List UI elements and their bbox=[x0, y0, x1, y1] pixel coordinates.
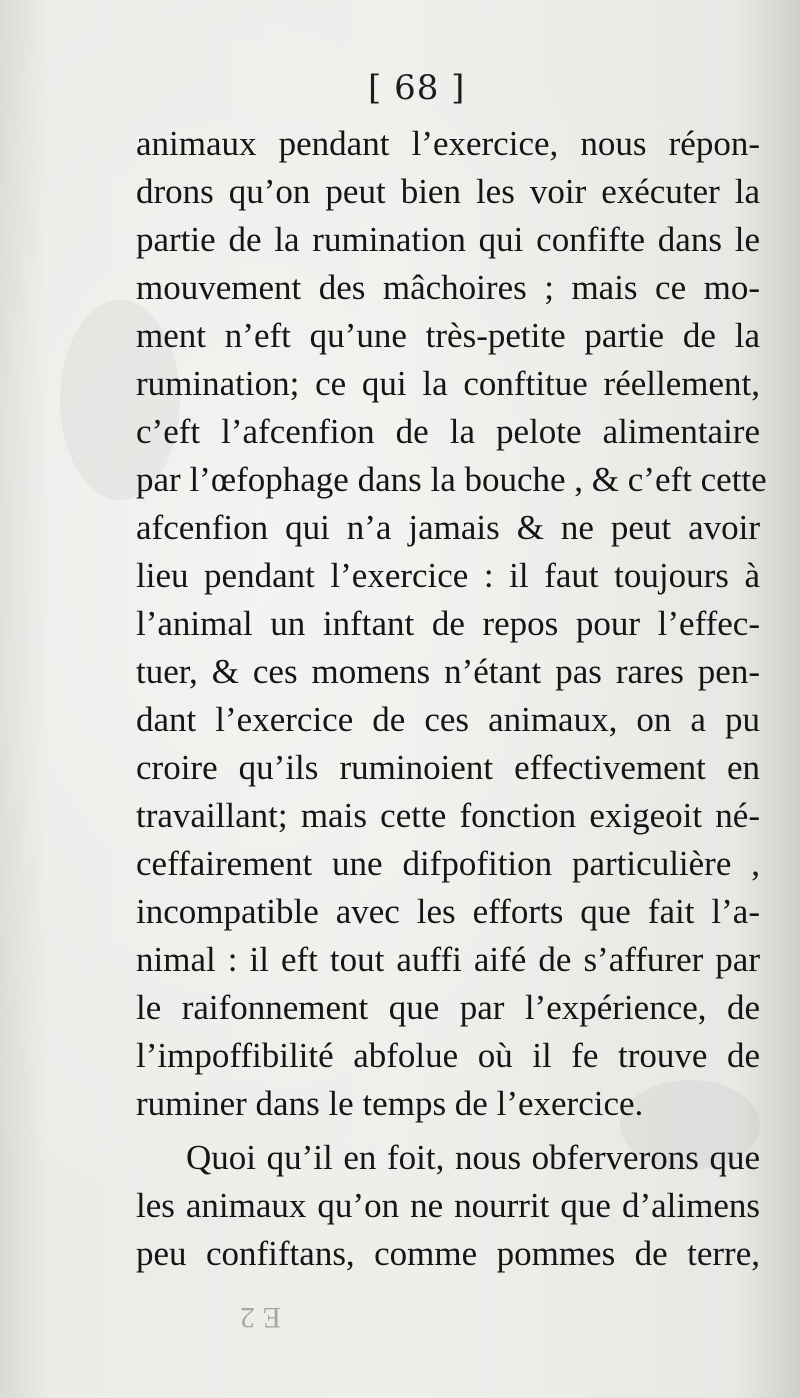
text-line: nimal : il eft tout auffi aifé de s’affurer par bbox=[136, 940, 760, 979]
text-line: partie de la rumination qui confifte dans le bbox=[136, 220, 760, 259]
text-line: ceffairement une difpofition particulière , bbox=[136, 844, 760, 883]
text-line: ment n’eft qu’une très-petite partie de la bbox=[136, 316, 760, 355]
text-line: afcenfion qui n’a jamais & ne peut avoir bbox=[136, 508, 760, 547]
signature-mark: E 2 bbox=[240, 1301, 281, 1334]
text-line: lieu pendant l’exercice : il faut toujours à bbox=[136, 556, 760, 595]
text-line: Quoi qu’il en foit, nous obferverons que bbox=[186, 1138, 760, 1177]
text-line: ruminer dans le temps de l’exercice. bbox=[136, 1084, 644, 1123]
text-line: c’eft l’afcenfion de la pelote alimentaire bbox=[136, 412, 760, 451]
text-line: dant l’exercice de ces animaux, on a pu bbox=[136, 700, 760, 739]
text-line: l’animal un inftant de repos pour l’effec- bbox=[136, 604, 760, 643]
text-line: les animaux qu’on ne nourrit que d’alimens bbox=[136, 1186, 760, 1225]
text-line: drons qu’on peut bien les voir exécuter la bbox=[136, 172, 760, 211]
text-line: travaillant; mais cette fonction exigeoit né- bbox=[136, 796, 760, 835]
page-number: [ 68 ] bbox=[368, 68, 466, 108]
text-line: peu confiftans, comme pommes de terre, bbox=[136, 1234, 760, 1273]
text-line: rumination; ce qui la conftitue réellement, bbox=[136, 364, 760, 403]
text-line: mouvement des mâchoires ; mais ce mo- bbox=[136, 268, 760, 307]
text-line: animaux pendant l’exercice, nous répon- bbox=[136, 124, 760, 163]
text-line: l’impoffibilité abfolue où il fe trouve de bbox=[136, 1036, 760, 1075]
text-line: par l’œfophage dans la bouche , & c’eft cette bbox=[136, 460, 767, 499]
text-line: le raifonnement que par l’expérience, de bbox=[136, 988, 760, 1027]
text-line: tuer, & ces momens n’étant pas rares pen- bbox=[136, 652, 760, 691]
text-line: croire qu’ils ruminoient effectivement en bbox=[136, 748, 760, 787]
text-line: incompatible avec les efforts que fait l’a- bbox=[136, 892, 760, 931]
